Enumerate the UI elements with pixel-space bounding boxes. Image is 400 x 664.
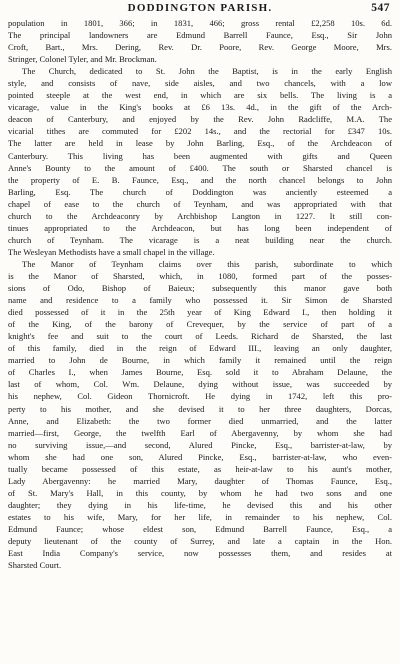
text-line: vicarial tithes are commuted for £202 14s., and the rectorial for £347 10s. xyxy=(8,126,392,137)
text-line: died possessed of it in the 25th year of King Edward I., then holding it xyxy=(8,307,392,318)
text-line: vicarage, value in the King's books at £6 13s. 4d., in the gift of the Arch- xyxy=(8,102,392,113)
paragraph xyxy=(8,17,392,65)
text-line: of the King, of the barony of Crevequer, by the service of part of a xyxy=(8,319,392,330)
text-line: is the Manor of Sharsted, which, in 1080, formed part of the posses- xyxy=(8,270,392,281)
text-line: of Charles I., when James Bourne, Esq. sold it to Abraham Delaune, the xyxy=(8,367,392,378)
body-text xyxy=(8,17,392,571)
text-line: Anne, and Elizabeth: the two former died unmarried, and the latter xyxy=(8,415,392,426)
text-line: Lady Abergavenny: he married Mary, daughter of Thomas Faunce, Esq., xyxy=(8,475,392,486)
text-line: last of whom, Col. Wm. Delaune, dying without issue, was succeeded by xyxy=(8,379,392,390)
text-line: church of Teynham. The vicarage is a neat building near the church. xyxy=(8,234,392,245)
text-line: of this family, died in the reign of Edward III., leaving an only daughter, xyxy=(8,343,392,354)
text-line: The principal landowners are Edmund Barrell Faunce, Esq., Sir John xyxy=(8,30,392,41)
text-line: estates to his wife, Mary, for her life, in remainder to his nephew, Col. xyxy=(8,511,392,522)
page-number: 547 xyxy=(371,2,390,14)
text-line: Croft, Bart., Mrs. Dering, Rev. Dr. Poore, Rev. George Moore, Mrs. xyxy=(8,42,392,53)
text-line: knight's fee and suit to the court of Leeds. Richard de Sharsted, the last xyxy=(8,331,392,342)
paragraph xyxy=(8,258,392,571)
running-head xyxy=(8,2,392,16)
text-line: Edmund Faunce; whose eldest son, Edmund Barrell Faunce, Esq., a xyxy=(8,523,392,534)
text-line: of St. Mary's Hall, in this county, by whom he had two sons and one xyxy=(8,487,392,498)
text-line: pointed steeple at the west end, in which are six bells. The living is a xyxy=(8,90,392,101)
text-line: style, and consists of nave, side aisles, and two chancels, with a low xyxy=(8,78,392,89)
text-line: The latter are held in lease by John Barling, Esq., of the Archdeacon of xyxy=(8,138,392,149)
text-line: church to the Archdeaconry by Archbishop Langton in 1227. It still con- xyxy=(8,210,392,221)
text-line: whom she had one son, Alured Pincke, Esq., barrister-at-law, who even- xyxy=(8,451,392,462)
text-line: tinues appropriated to the Archdeacon, but has long been independent of xyxy=(8,222,392,233)
text-line: no surviving issue,—and second, Alured Pincke, Esq., barrister-at-law, by xyxy=(8,439,392,450)
text-line: sions of Odo, Bishop of Baieux; subsequently this manor gave both xyxy=(8,283,392,294)
text-line: deputy lieutenant of the county of Surrey, and late a captain in the Hon. xyxy=(8,536,392,547)
text-line: married to John de Bourne, in which family it remained until the reign xyxy=(8,355,392,366)
text-line: the property of E. B. Faunce, Esq., and the north chancel belongs to John xyxy=(8,174,392,185)
text-line: Barling, Esq. The church of Doddington was anciently esteemed a xyxy=(8,186,392,197)
text-line: population in 1801, 366; in 1831, 466; gross rental £2,258 10s. 6d. xyxy=(8,18,392,28)
text-line: Canterbury. This living has been augmented with gifts and Queen xyxy=(8,150,392,161)
text-line: chapel of ease to the church of Teynham, and was appropriated with that xyxy=(8,198,392,209)
text-line: his nephew, Col. Gideon Thornicroft. He dying in 1742, left this pro- xyxy=(8,391,392,402)
text-line: Anne's Bounty to the amount of £400. The south or Sharsted chancel is xyxy=(8,162,392,173)
text-line: The Wesleyan Methodists have a small chapel in the village. xyxy=(8,246,215,257)
paragraph xyxy=(8,65,392,258)
text-line: East India Company's service, now possesses them, and resides at xyxy=(8,548,392,559)
running-title: DODDINGTON PARISH. xyxy=(127,2,273,14)
text-line: name and residence to a family who possessed it. Sir Simon de Sharsted xyxy=(8,295,392,306)
text-line: Sharsted Court. xyxy=(8,560,62,571)
text-line: daughter; they dying in his life-time, he devised this and his other xyxy=(8,499,392,510)
text-line: The Manor of Teynham claims over this parish, subordinate to which xyxy=(22,258,392,269)
text-line: perty to his mother, and she devised it to her three daughters, Dorcas, xyxy=(8,403,392,414)
text-line: tually became possessed of this estate, as heir-at-law to his aunt's mother, xyxy=(8,463,392,474)
text-line: The Church, dedicated to St. John the Baptist, is in the early English xyxy=(22,66,392,77)
text-line: deacon of Canterbury, and enjoyed by the Rev. John Radcliffe, M.A. The xyxy=(8,114,392,125)
text-line: Stringer, Colonel Tyler, and Mr. Brockman. xyxy=(8,54,157,65)
text-line: married—first, George, the twelfth Earl of Abergavenny, by whom she had xyxy=(8,427,392,438)
